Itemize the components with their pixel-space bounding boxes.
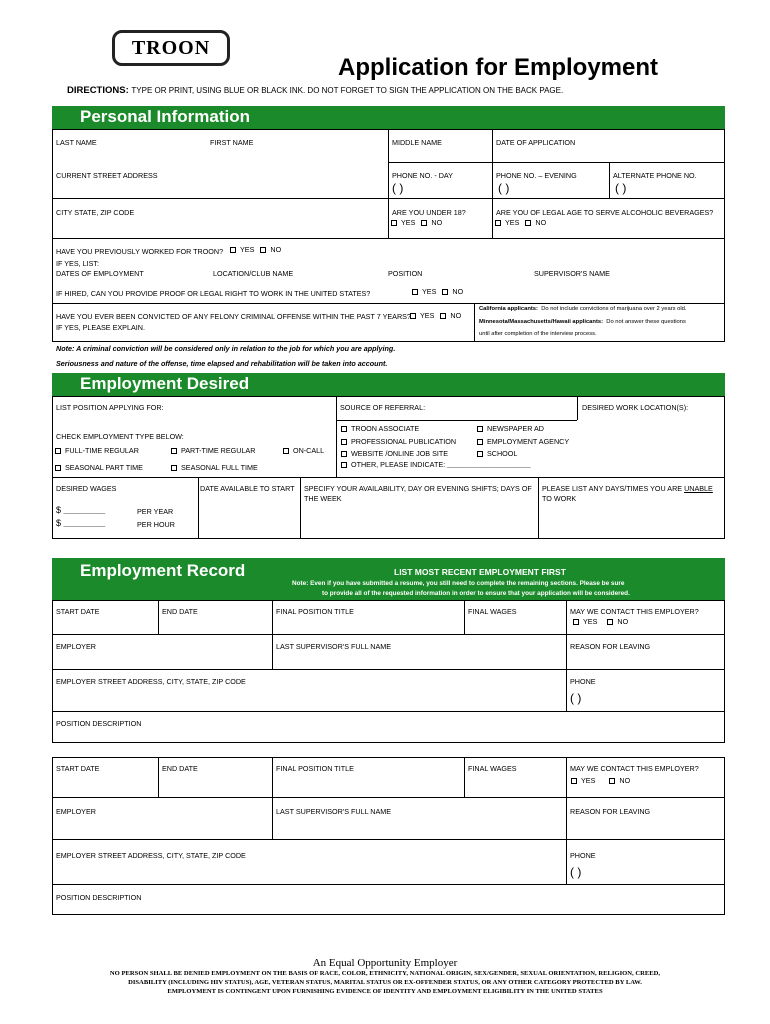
position-label: POSITION xyxy=(388,269,423,278)
minnesota-label: Minnesota/Massachusetts/Hawaii applicants: xyxy=(479,319,604,325)
reason-leaving-label: REASON FOR LEAVING xyxy=(570,642,651,651)
full-time-checkbox[interactable] xyxy=(55,448,61,454)
employment-record-header xyxy=(52,558,725,600)
source-referral-label: SOURCE OF REFERRAL: xyxy=(340,403,426,412)
employment-desired-title: Employment Desired xyxy=(80,374,250,393)
if-yes-explain-label: IF YES, PLEASE EXPLAIN. xyxy=(56,323,145,332)
record-note-1: Note: Even if you have submitted a resume, you still need to complete the remaining sections. Please be sure xyxy=(292,580,625,587)
criminal-note-2: Seriousness and nature of the offense, time elapsed and rehabilitation will be taken into account. xyxy=(56,359,388,368)
position-description-label: POSITION DESCRIPTION xyxy=(56,719,142,728)
last-name-label: LAST NAME xyxy=(56,138,97,147)
website-checkbox[interactable] xyxy=(341,451,347,457)
unable-label xyxy=(542,484,722,504)
supervisor-name-label: SUPERVISOR'S NAME xyxy=(534,269,610,278)
check-type-label: CHECK EMPLOYMENT TYPE BELOW: xyxy=(56,432,184,441)
full-time-option xyxy=(55,446,139,455)
directions-label: DIRECTIONS: xyxy=(67,85,129,96)
previously-worked-options xyxy=(230,245,281,254)
yes-label: YES xyxy=(422,287,437,296)
if-yes-list-label: IF YES, LIST: xyxy=(56,259,100,268)
newspaper-label: NEWSPAPER AD xyxy=(487,424,544,433)
list-position-label: LIST POSITION APPLYING FOR: xyxy=(56,403,164,412)
yes-label: YES xyxy=(581,776,596,785)
directions-text: TYPE OR PRINT, USING BLUE OR BLACK INK. DO NOT FORGET TO SIGN THE APPLICATION ON THE BACK PAGE. xyxy=(131,86,564,95)
minnesota-note xyxy=(479,319,686,325)
minnesota-note-2: until after completion of the interview process. xyxy=(479,331,597,337)
eoe-statement: An Equal Opportunity Employer xyxy=(312,957,458,969)
part-time-label: PART-TIME REGULAR xyxy=(181,446,256,455)
california-label: California applicants: xyxy=(479,306,538,312)
on-call-checkbox[interactable] xyxy=(283,448,289,454)
employer-label: EMPLOYER xyxy=(56,642,96,651)
phone-day-field[interactable]: ( ) xyxy=(392,181,404,195)
website-label: WEBSITE /ONLINE JOB SITE xyxy=(351,449,449,458)
last-supervisor-label: LAST SUPERVISOR'S FULL NAME xyxy=(276,642,392,651)
troon-associate-label: TROON ASSOCIATE xyxy=(351,424,420,433)
phone-label: PHONE xyxy=(570,851,596,860)
no-label: NO xyxy=(452,287,464,296)
proof-legal-options xyxy=(412,287,463,296)
final-position-label: FINAL POSITION TITLE xyxy=(276,607,354,616)
professional-pub-option xyxy=(341,437,456,446)
newspaper-option xyxy=(477,424,544,433)
may-contact-options xyxy=(571,776,630,785)
legal-age-label: ARE YOU OF LEGAL AGE TO SERVE ALCOHOLIC BEVERAGES? xyxy=(496,208,714,217)
under18-options xyxy=(391,218,442,227)
may-contact-label: MAY WE CONTACT THIS EMPLOYER? xyxy=(570,764,699,773)
yes-label: YES xyxy=(420,311,435,320)
school-label: SCHOOL xyxy=(487,449,518,458)
phone-evening-field[interactable]: ( ) xyxy=(498,181,510,195)
employer-address-label: EMPLOYER STREET ADDRESS, CITY, STATE, ZIP CODE xyxy=(56,851,246,860)
end-date-label: END DATE xyxy=(162,764,198,773)
no-label: NO xyxy=(617,617,629,626)
phone-alt-label: ALTERNATE PHONE NO. xyxy=(613,171,697,180)
seasonal-part-checkbox[interactable] xyxy=(55,465,61,471)
previously-worked-yes-checkbox[interactable] xyxy=(230,247,236,253)
dollar-sign: $ xyxy=(56,518,62,528)
seasonal-full-checkbox[interactable] xyxy=(171,465,177,471)
end-date-label: END DATE xyxy=(162,607,198,616)
full-time-label: FULL-TIME REGULAR xyxy=(65,446,139,455)
felony-options xyxy=(410,311,461,320)
footer-line-2: DISABILITY (INCLUDING HIV STATUS), AGE, VETERAN STATUS, MARITAL STATUS OR EX-OFFENDER STATUS, OR ANY OTHER CATEGORY PROTECTED BY LAW. xyxy=(128,979,642,986)
other-checkbox[interactable] xyxy=(341,462,347,468)
specify-availability-label: SPECIFY YOUR AVAILABILITY, DAY OR EVENING SHIFTS; DAYS OF THE WEEK xyxy=(304,484,532,503)
proof-legal-yes-checkbox[interactable] xyxy=(412,289,418,295)
street-address-label: CURRENT STREET ADDRESS xyxy=(56,171,158,180)
felony-no-checkbox[interactable] xyxy=(440,313,446,319)
legal-age-no-checkbox[interactable] xyxy=(525,220,531,226)
criminal-note-1: Note: A criminal conviction will be considered only in relation to the job for which you are applying. xyxy=(56,344,396,353)
school-option xyxy=(477,449,517,458)
date-of-application-label: DATE OF APPLICATION xyxy=(496,138,576,147)
previously-worked-no-checkbox[interactable] xyxy=(260,247,266,253)
legal-age-options xyxy=(495,218,546,227)
yes-label: YES xyxy=(505,218,520,227)
proof-legal-no-checkbox[interactable] xyxy=(442,289,448,295)
may-contact-label: MAY WE CONTACT THIS EMPLOYER? xyxy=(570,607,699,616)
website-option xyxy=(341,449,448,458)
no-label: NO xyxy=(535,218,547,227)
footer-line-1: NO PERSON SHALL BE DENIED EMPLOYMENT ON THE BASIS OF RACE, COLOR, ETHNICITY, NATIONAL ORIGIN, SEX/GENDER, SEXUAL ORIENTATION, RELIGION, CREED, xyxy=(109,970,661,977)
seasonal-part-label: SEASONAL PART TIME xyxy=(65,463,143,472)
employer-phone-field[interactable]: ( ) xyxy=(570,865,582,879)
start-date-label: START DATE xyxy=(56,607,100,616)
wage-hour-line[interactable]: _______________ xyxy=(63,522,106,528)
yes-label: YES xyxy=(240,245,255,254)
desired-wages-label: DESIRED WAGES xyxy=(56,484,117,493)
no-label: NO xyxy=(450,311,462,320)
newspaper-checkbox[interactable] xyxy=(477,426,483,432)
directions xyxy=(67,85,563,96)
under18-yes-checkbox[interactable] xyxy=(391,220,397,226)
unable-word: UNABLE xyxy=(684,484,713,493)
employment-desired-header xyxy=(52,373,725,396)
middle-name-label: MIDDLE NAME xyxy=(392,138,442,147)
under18-label: ARE YOU UNDER 18? xyxy=(392,208,466,217)
wage-year-line[interactable]: _______________ xyxy=(63,509,106,515)
seasonal-part-option xyxy=(55,463,143,472)
position-description-label: POSITION DESCRIPTION xyxy=(56,893,142,902)
final-wages-label: FINAL WAGES xyxy=(468,764,517,773)
start-date-label: START DATE xyxy=(56,764,100,773)
page-title: Application for Employment xyxy=(338,54,659,81)
felony-label: HAVE YOU EVER BEEN CONVICTED OF ANY FELONY CRIMINAL OFFENSE WITHIN THE PAST 7 YEARS? xyxy=(56,312,411,321)
location-club-label: LOCATION/CLUB NAME xyxy=(213,269,294,278)
troon-logo: TROON xyxy=(112,30,230,66)
dates-of-employment-label: DATES OF EMPLOYMENT xyxy=(56,269,144,278)
wage-year-row xyxy=(56,505,105,515)
yes-label: YES xyxy=(401,218,416,227)
record-note-2: to provide all of the requested information in order to ensure that your application will be considered. xyxy=(322,590,630,597)
reason-leaving-label: REASON FOR LEAVING xyxy=(570,807,651,816)
no-label: NO xyxy=(431,218,443,227)
california-text: Do not include convictions of marijuana over 2 years old. xyxy=(541,306,687,312)
final-position-label: FINAL POSITION TITLE xyxy=(276,764,354,773)
troon-associate-checkbox[interactable] xyxy=(341,426,347,432)
per-hour-label: PER HOUR xyxy=(137,520,175,529)
proof-legal-label: IF HIRED, CAN YOU PROVIDE PROOF OR LEGAL RIGHT TO WORK IN THE UNITED STATES? xyxy=(56,289,371,298)
california-note xyxy=(479,306,687,312)
employment-record-title: Employment Record xyxy=(80,561,246,580)
part-time-option xyxy=(171,446,255,455)
minnesota-text: Do not answer these questions xyxy=(606,319,686,325)
list-recent-label: LIST MOST RECENT EMPLOYMENT FIRST xyxy=(394,567,566,577)
may-contact-options xyxy=(573,617,628,626)
dollar-sign: $ xyxy=(56,505,62,515)
employer-phone-field[interactable]: ( ) xyxy=(570,691,582,705)
other-option xyxy=(341,460,531,469)
may-contact-no-checkbox[interactable] xyxy=(607,619,613,625)
final-wages-label: FINAL WAGES xyxy=(468,607,517,616)
employer-label: EMPLOYER xyxy=(56,807,96,816)
seasonal-full-option xyxy=(171,463,258,472)
no-label: NO xyxy=(619,776,631,785)
phone-day-label: PHONE NO. - DAY xyxy=(392,171,453,180)
may-contact-yes-checkbox[interactable] xyxy=(573,619,579,625)
felony-yes-checkbox[interactable] xyxy=(410,313,416,319)
personal-info-title: Personal Information xyxy=(80,107,251,126)
phone-alt-field[interactable]: ( ) xyxy=(615,181,627,195)
troon-associate-option xyxy=(341,424,419,433)
may-contact-no-checkbox[interactable] xyxy=(609,778,615,784)
unable-suffix: TO WORK xyxy=(542,494,577,503)
agency-option xyxy=(477,437,569,446)
school-checkbox[interactable] xyxy=(477,451,483,457)
wage-hour-row xyxy=(56,518,105,528)
agency-checkbox[interactable] xyxy=(477,439,483,445)
date-available-label: DATE AVAILABLE TO START xyxy=(200,484,295,493)
desired-location-label: DESIRED WORK LOCATION(S): xyxy=(582,403,689,412)
footer-line-3: EMPLOYMENT IS CONTINGENT UPON FURNISHING EVIDENCE OF IDENTITY AND EMPLOYMENT ELIGIBILITY IN THE UNITED STATES xyxy=(167,988,603,995)
under18-no-checkbox[interactable] xyxy=(421,220,427,226)
agency-label: EMPLOYMENT AGENCY xyxy=(487,437,570,446)
no-label: NO xyxy=(270,245,282,254)
personal-info-header xyxy=(52,106,725,129)
other-label: OTHER, PLEASE INDICATE: xyxy=(351,460,446,469)
other-line[interactable]: ______________________________ xyxy=(447,463,531,469)
may-contact-yes-checkbox[interactable] xyxy=(571,778,577,784)
on-call-option xyxy=(283,446,324,455)
yes-label: YES xyxy=(583,617,598,626)
phone-label: PHONE xyxy=(570,677,596,686)
professional-pub-label: PROFESSIONAL PUBLICATION xyxy=(351,437,457,446)
part-time-checkbox[interactable] xyxy=(171,448,177,454)
unable-prefix: PLEASE LIST ANY DAYS/TIMES YOU ARE xyxy=(542,484,685,493)
professional-pub-checkbox[interactable] xyxy=(341,439,347,445)
seasonal-full-label: SEASONAL FULL TIME xyxy=(181,463,258,472)
employer-address-label: EMPLOYER STREET ADDRESS, CITY, STATE, ZIP CODE xyxy=(56,677,246,686)
phone-evening-label: PHONE NO. – EVENING xyxy=(496,171,577,180)
last-supervisor-label: LAST SUPERVISOR'S FULL NAME xyxy=(276,807,392,816)
on-call-label: ON-CALL xyxy=(293,446,325,455)
city-state-zip-label: CITY STATE, ZIP CODE xyxy=(56,208,135,217)
previously-worked-label: HAVE YOU PREVIOUSLY WORKED FOR TROON? xyxy=(56,247,224,256)
first-name-label: FIRST NAME xyxy=(210,138,254,147)
legal-age-yes-checkbox[interactable] xyxy=(495,220,501,226)
per-year-label: PER YEAR xyxy=(137,507,174,516)
